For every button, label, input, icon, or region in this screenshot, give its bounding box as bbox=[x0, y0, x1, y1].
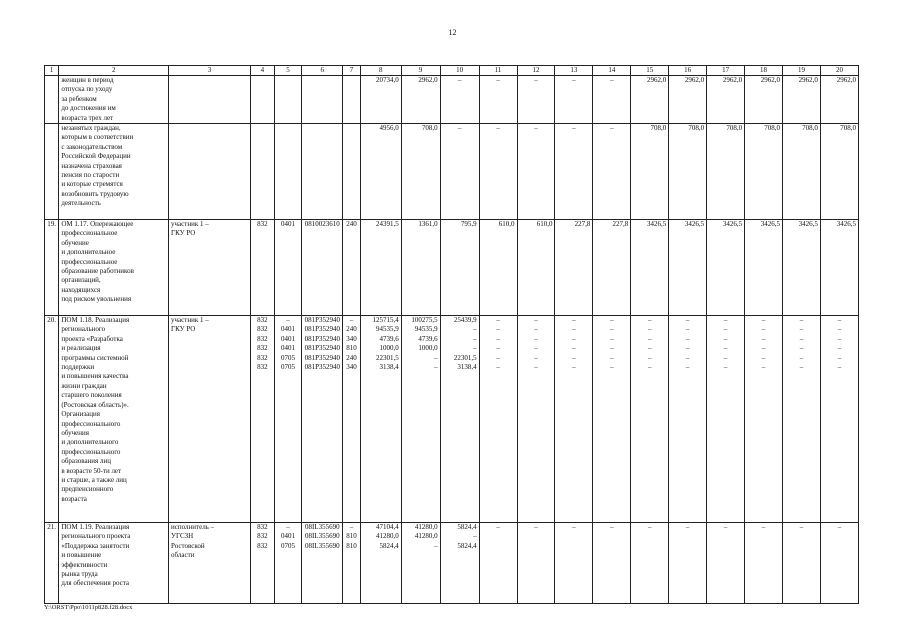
year-cell: 2962,0 bbox=[707, 76, 745, 124]
year-cell: – – – – – – bbox=[631, 316, 669, 523]
csr-cell bbox=[302, 124, 343, 220]
year-cell: 2962,0 bbox=[782, 76, 820, 124]
year-cell: – bbox=[707, 523, 745, 604]
year-cell: – bbox=[517, 124, 555, 220]
year-cell: 227,8 bbox=[593, 220, 631, 316]
col-header: 12 bbox=[517, 66, 555, 76]
measure-name-cell: ПОМ 1.19. Реализация регионального проекта «Поддержка занятости и повышение эффективности рынка труда для обеспечения роста bbox=[59, 523, 169, 604]
total-cell: 24391,5 bbox=[360, 220, 401, 316]
year-cell: 795,9 bbox=[440, 220, 479, 316]
col-header: 7 bbox=[343, 66, 360, 76]
year-cell: – – – – – – bbox=[669, 316, 707, 523]
year-cell: 3426,5 bbox=[707, 220, 745, 316]
year-cell: – bbox=[479, 76, 517, 124]
year-cell: 3426,5 bbox=[745, 220, 783, 316]
csr-cell bbox=[302, 76, 343, 124]
row-number-cell bbox=[45, 124, 59, 220]
total-cell: 4956,0 bbox=[360, 124, 401, 220]
year-cell: 3426,5 bbox=[631, 220, 669, 316]
table-row bbox=[45, 220, 859, 316]
year-cell: – – – – – – bbox=[820, 316, 858, 523]
col-header: 16 bbox=[669, 66, 707, 76]
year-cell: – – – – – – bbox=[479, 316, 517, 523]
executor-cell: участник 1 – ГКУ РО bbox=[169, 316, 251, 523]
year-cell: – bbox=[555, 124, 593, 220]
csr-cell: 0810023610 bbox=[302, 220, 343, 316]
year-cell: – bbox=[782, 523, 820, 604]
year-cell: 227,8 bbox=[555, 220, 593, 316]
file-path-footer: Y:\ORST\Ppo\1011p828.f28.docx bbox=[44, 604, 133, 611]
col-header: 14 bbox=[593, 66, 631, 76]
executor-cell: участник 1 – ГКУ РО bbox=[169, 220, 251, 316]
year-cell: 3426,5 bbox=[669, 220, 707, 316]
year-cell: – bbox=[669, 523, 707, 604]
table-row bbox=[45, 76, 859, 124]
measure-name-cell: ПОМ 1.18. Реализация регионального проекта «Разработка и реализация программы системной поддержки и повышения качества жизни граждан старшего поколения (Ростовская область)». Организация профессионального обучения и дополнительного профессионального образования лиц в возрасте 50-ти лет и старше, а также лиц предпенсионного возраста bbox=[59, 316, 169, 523]
budget-table bbox=[44, 65, 859, 601]
row-number-cell bbox=[45, 76, 59, 124]
year-cell: 708,0 bbox=[401, 124, 440, 220]
year-cell: – – – – – – bbox=[593, 316, 631, 523]
year-cell: 2962,0 bbox=[820, 76, 858, 124]
measure-name-cell: женщин в период отпуска по уходу за ребенком до достижения им возраста трех лет bbox=[59, 76, 169, 124]
measure-name-cell: незанятых граждан, которым в соответствии с законодательством Российской Федерации назначена страховая пенсия по старости и которые стремятся возобновить трудовую деятельность bbox=[59, 124, 169, 220]
year-cell: – bbox=[745, 523, 783, 604]
year-cell: – bbox=[555, 76, 593, 124]
grbs-cell: 832 832 832 bbox=[251, 523, 275, 604]
year-cell: 100275,5 94535,9 4739,6 1000,0 – – bbox=[401, 316, 440, 523]
year-cell: 5824,4 – 5824,4 bbox=[440, 523, 479, 604]
year-cell: – bbox=[820, 523, 858, 604]
year-cell: 1361,0 bbox=[401, 220, 440, 316]
year-cell: 2962,0 bbox=[631, 76, 669, 124]
total-cell: 47104,4 41280,0 5824,4 bbox=[360, 523, 401, 604]
col-header: 9 bbox=[401, 66, 440, 76]
col-header: 6 bbox=[302, 66, 343, 76]
year-cell: 2962,0 bbox=[745, 76, 783, 124]
year-cell: – – – – – – bbox=[555, 316, 593, 523]
year-cell: – bbox=[440, 124, 479, 220]
vr-cell: – 810 810 bbox=[343, 523, 360, 604]
year-cell: 708,0 bbox=[820, 124, 858, 220]
table-row bbox=[45, 523, 859, 604]
year-cell: 708,0 bbox=[631, 124, 669, 220]
row-number-cell: 21. bbox=[45, 523, 59, 604]
col-header: 5 bbox=[274, 66, 302, 76]
col-header: 11 bbox=[479, 66, 517, 76]
rzpr-cell bbox=[274, 124, 302, 220]
total-cell: 125715,4 94535,9 4739,6 1000,0 22301,5 3138,4 bbox=[360, 316, 401, 523]
year-cell: – – – – – – bbox=[745, 316, 783, 523]
year-cell: 708,0 bbox=[745, 124, 783, 220]
col-header: 10 bbox=[440, 66, 479, 76]
column-number-row bbox=[45, 66, 859, 76]
year-cell: – – – – – – bbox=[517, 316, 555, 523]
year-cell: 708,0 bbox=[782, 124, 820, 220]
csr-cell: 08IL355690 08IL355690 08IL355690 bbox=[302, 523, 343, 604]
col-header: 1 bbox=[45, 66, 59, 76]
rzpr-cell: – 0401 0705 bbox=[274, 523, 302, 604]
year-cell: – bbox=[593, 124, 631, 220]
page-number: 12 bbox=[448, 28, 457, 37]
col-header: 4 bbox=[251, 66, 275, 76]
year-cell: – bbox=[631, 523, 669, 604]
row-number-cell: 19. bbox=[45, 220, 59, 316]
col-header: 15 bbox=[631, 66, 669, 76]
csr-cell: 081P352940 081P352940 081P352940 081P352940 081P352940 081P352940 bbox=[302, 316, 343, 523]
col-header: 17 bbox=[707, 66, 745, 76]
grbs-cell bbox=[251, 76, 275, 124]
year-cell: 3426,5 bbox=[820, 220, 858, 316]
year-cell: – bbox=[479, 124, 517, 220]
executor-cell bbox=[169, 124, 251, 220]
vr-cell: – 240 340 810 240 340 bbox=[343, 316, 360, 523]
col-header: 8 bbox=[360, 66, 401, 76]
year-cell: 41280,0 41280,0 – bbox=[401, 523, 440, 604]
year-cell: – – – – – – bbox=[782, 316, 820, 523]
year-cell: – bbox=[479, 523, 517, 604]
vr-cell: 240 bbox=[343, 220, 360, 316]
col-header: 19 bbox=[782, 66, 820, 76]
year-cell: – bbox=[593, 523, 631, 604]
vr-cell bbox=[343, 124, 360, 220]
year-cell: 2962,0 bbox=[669, 76, 707, 124]
year-cell: 708,0 bbox=[669, 124, 707, 220]
rzpr-cell: – 0401 0401 0401 0705 0705 bbox=[274, 316, 302, 523]
executor-cell: исполнитель – УГСЗН Ростовской области bbox=[169, 523, 251, 604]
col-header: 2 bbox=[59, 66, 169, 76]
col-header: 13 bbox=[555, 66, 593, 76]
year-cell: – bbox=[517, 76, 555, 124]
col-header: 3 bbox=[169, 66, 251, 76]
table-row bbox=[45, 124, 859, 220]
year-cell: 3426,5 bbox=[782, 220, 820, 316]
table-row bbox=[45, 316, 859, 523]
year-cell: – bbox=[517, 523, 555, 604]
year-cell: 610,0 bbox=[479, 220, 517, 316]
year-cell: – bbox=[555, 523, 593, 604]
rzpr-cell: 0401 bbox=[274, 220, 302, 316]
grbs-cell: 832 832 832 832 832 832 bbox=[251, 316, 275, 523]
year-cell: 25439,9 – – – 22301,5 3138,4 bbox=[440, 316, 479, 523]
year-cell: 610,0 bbox=[517, 220, 555, 316]
col-header: 18 bbox=[745, 66, 783, 76]
rzpr-cell bbox=[274, 76, 302, 124]
col-header: 20 bbox=[820, 66, 858, 76]
row-number-cell: 20. bbox=[45, 316, 59, 523]
total-cell: 20734,0 bbox=[360, 76, 401, 124]
year-cell: 2962,0 bbox=[401, 76, 440, 124]
year-cell: – – – – – – bbox=[707, 316, 745, 523]
grbs-cell: 832 bbox=[251, 220, 275, 316]
executor-cell bbox=[169, 76, 251, 124]
year-cell: 708,0 bbox=[707, 124, 745, 220]
grbs-cell bbox=[251, 124, 275, 220]
year-cell: – bbox=[440, 76, 479, 124]
year-cell: – bbox=[593, 76, 631, 124]
measure-name-cell: ОМ 1.17. Опережающее профессиональное обучение и дополнительное профессиональное образование работников организаций, находящихся под риском увольнения bbox=[59, 220, 169, 316]
vr-cell bbox=[343, 76, 360, 124]
